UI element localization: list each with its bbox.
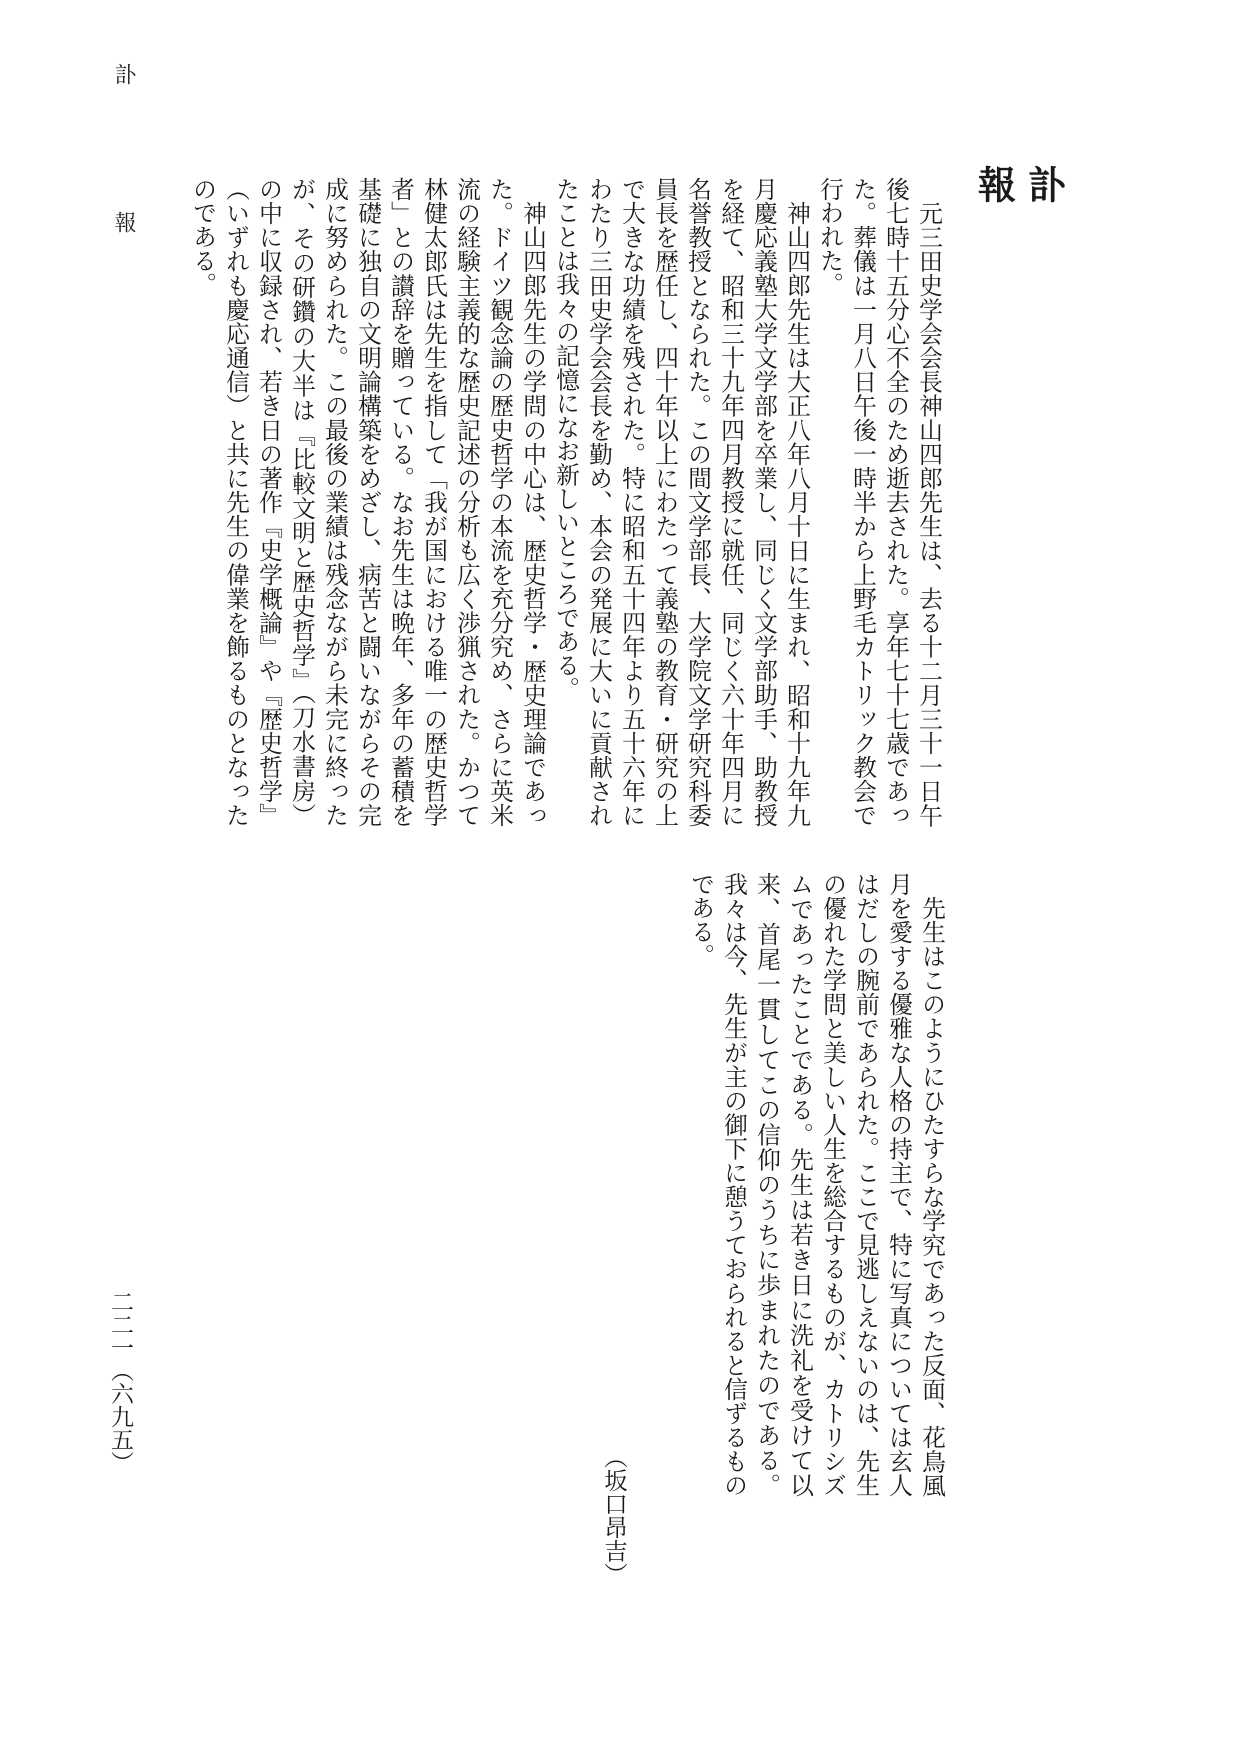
author-signature: （坂口昂吉） — [600, 1445, 628, 1586]
running-head: 訃 報 — [111, 63, 136, 285]
paragraph-2: 神山四郎先生は大正八年八月十日に生まれ、昭和十九年九月慶応義塾大学文学部を卒業し、同じく文学部助手、助教授を経て、昭和三十九年四月教授に就任、同じく六十年四月に名誉教授となられた。この間文学部長、大学院文学研究科委員長を歴任し、四十年以上にわたって義塾の教育・研究の上で大きな功績を残された。特に昭和五十四年より五十六年にわたり三田史学会会長を勤め、本会の発展に大いに貢献されたことは我々の記憶になお新しいところである。 — [552, 177, 811, 827]
obituary-body-continued — [578, 872, 948, 1497]
paragraph-3: 神山四郎先生の学問の中心は、歴史哲学・歴史理論であった。ドイツ観念論の歴史哲学の本流を充分究め、さらに英米流の経験主義的な歴史記述の分析も広く渉猟された。かつて林健太郎氏は先生を指して「我が国における唯一の歴史哲学者」との讃辞を贈っている。なお先生は晩年、多年の蓄積を基礎に独自の文明論構築をめざし、病苦と闘いながらその完成に努められた。この最後の業績は残念ながら未完に終ったが、その研鑽の大半は『比較文明と歴史哲学』（刀水書房）の中に収録され、若き日の著作『史学概論』や『歴史哲学』（いずれも慶応通信）と共に先生の偉業を飾るものとなったのである。 — [189, 177, 547, 827]
obituary-body — [175, 177, 945, 827]
paragraph-4: 先生はこのようにひたすらな学究であった反面、花鳥風月を愛する優雅な人格の持主で、特に写真については玄人はだしの腕前であられた。ここで見逃しえないのは、先生の優れた学問と美しい人生を総合するものが、カトリシズムであったことである。先生は若き日に洗礼を受けて以来、首尾一貫してこの信仰のうちに歩まれたのである。我々は今、先生が主の御下に憩うておられると信ずるものである。 — [687, 872, 946, 1497]
page-number: 二二一（六九五） — [107, 1290, 133, 1474]
paragraph-1: 元三田史学会会長神山四郎先生は、去る十二月三十一日午後七時十五分心不全のため逝去された。享年七十七歳であった。葬儀は一月八日午後一時半から上野毛カトリック教会で行われた。 — [816, 177, 943, 827]
article-title: 訃 報 — [971, 165, 1067, 321]
